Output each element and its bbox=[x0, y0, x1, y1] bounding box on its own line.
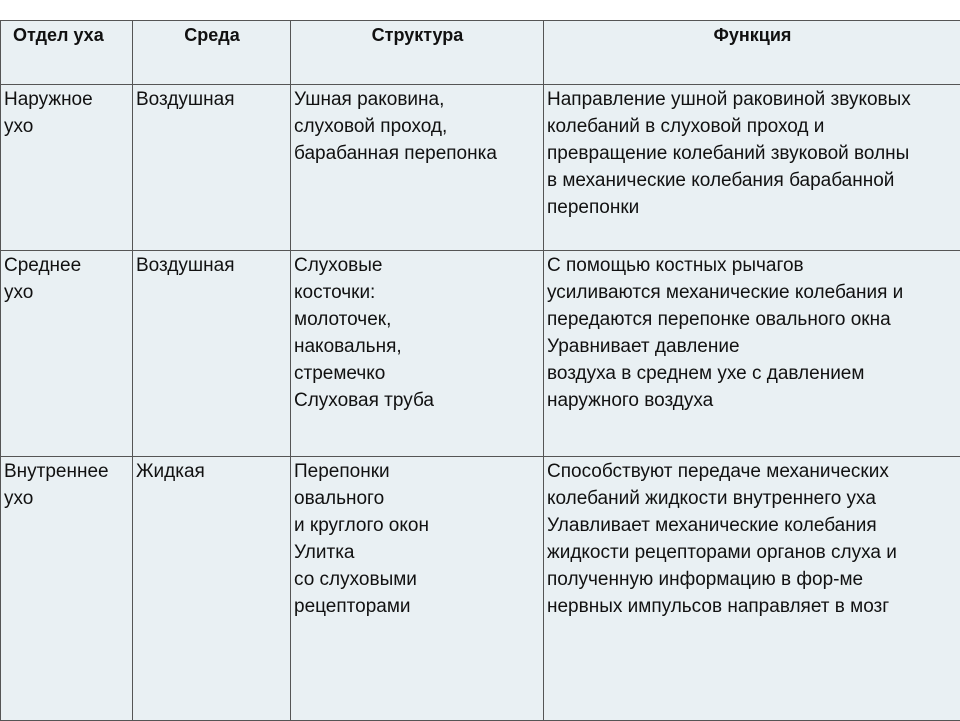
cell-line: молоточек, bbox=[294, 306, 541, 333]
cell-line: ухо bbox=[4, 279, 130, 306]
cell-line: овального bbox=[294, 485, 541, 512]
cell-medium bbox=[133, 251, 291, 457]
cell-line: Улитка bbox=[294, 539, 541, 566]
cell-line: Внутреннее bbox=[4, 458, 130, 485]
cell-structure bbox=[291, 457, 544, 721]
ear-table-container bbox=[0, 20, 960, 720]
cell-section bbox=[1, 457, 133, 721]
cell-line: косточки: bbox=[294, 279, 541, 306]
cell-line: Улавливает механические колебания bbox=[547, 512, 958, 539]
cell-line: колебаний в слуховой проход и bbox=[547, 113, 958, 140]
cell-line: нервных импульсов направляет в мозг bbox=[547, 593, 958, 620]
ear-structure-table bbox=[0, 20, 960, 721]
table-row bbox=[1, 457, 960, 721]
cell-function bbox=[544, 457, 960, 721]
cell-line: Уравнивает давление bbox=[547, 333, 958, 360]
cell-line: Среднее bbox=[4, 252, 130, 279]
cell-line: барабанная перепонка bbox=[294, 140, 541, 167]
cell-line: Жидкая bbox=[136, 458, 288, 485]
cell-line: наковальня, bbox=[294, 333, 541, 360]
cell-line: Воздушная bbox=[136, 252, 288, 279]
cell-line: Наружное bbox=[4, 86, 130, 113]
table-row bbox=[1, 251, 960, 457]
cell-function bbox=[544, 251, 960, 457]
cell-line: слуховой проход, bbox=[294, 113, 541, 140]
header-function: Функция bbox=[544, 21, 960, 85]
cell-line: С помощью костных рычагов bbox=[547, 252, 958, 279]
cell-line: перепонки bbox=[547, 194, 958, 221]
cell-line: Слуховая труба bbox=[294, 387, 541, 414]
cell-line: ухо bbox=[4, 113, 130, 140]
cell-line: ухо bbox=[4, 485, 130, 512]
header-structure: Структура bbox=[291, 21, 544, 85]
cell-line: рецепторами bbox=[294, 593, 541, 620]
cell-line: в механические колебания барабанной bbox=[547, 167, 958, 194]
cell-medium bbox=[133, 85, 291, 251]
table-row bbox=[1, 85, 960, 251]
cell-structure bbox=[291, 251, 544, 457]
cell-line: и круглого окон bbox=[294, 512, 541, 539]
cell-medium bbox=[133, 457, 291, 721]
cell-line: полученную информацию в фор-ме bbox=[547, 566, 958, 593]
cell-line: жидкости рецепторами органов слуха и bbox=[547, 539, 958, 566]
cell-structure bbox=[291, 85, 544, 251]
cell-line: Ушная раковина, bbox=[294, 86, 541, 113]
cell-line: воздуха в среднем ухе с давлением bbox=[547, 360, 958, 387]
cell-line: со слуховыми bbox=[294, 566, 541, 593]
cell-line: передаются перепонке овального окна bbox=[547, 306, 958, 333]
cell-line: наружного воздуха bbox=[547, 387, 958, 414]
header-section: Отдел уха bbox=[1, 21, 133, 85]
cell-section bbox=[1, 85, 133, 251]
cell-line: Воздушная bbox=[136, 86, 288, 113]
cell-line: Направление ушной раковиной звуковых bbox=[547, 86, 958, 113]
header-medium: Среда bbox=[133, 21, 291, 85]
cell-line: превращение колебаний звуковой волны bbox=[547, 140, 958, 167]
table-header-row bbox=[1, 21, 960, 85]
cell-function bbox=[544, 85, 960, 251]
cell-line: Перепонки bbox=[294, 458, 541, 485]
cell-line: Слуховые bbox=[294, 252, 541, 279]
cell-line: стремечко bbox=[294, 360, 541, 387]
cell-line: Способствуют передаче механических bbox=[547, 458, 958, 485]
cell-section bbox=[1, 251, 133, 457]
cell-line: колебаний жидкости внутреннего уха bbox=[547, 485, 958, 512]
cell-line: усиливаются механические колебания и bbox=[547, 279, 958, 306]
